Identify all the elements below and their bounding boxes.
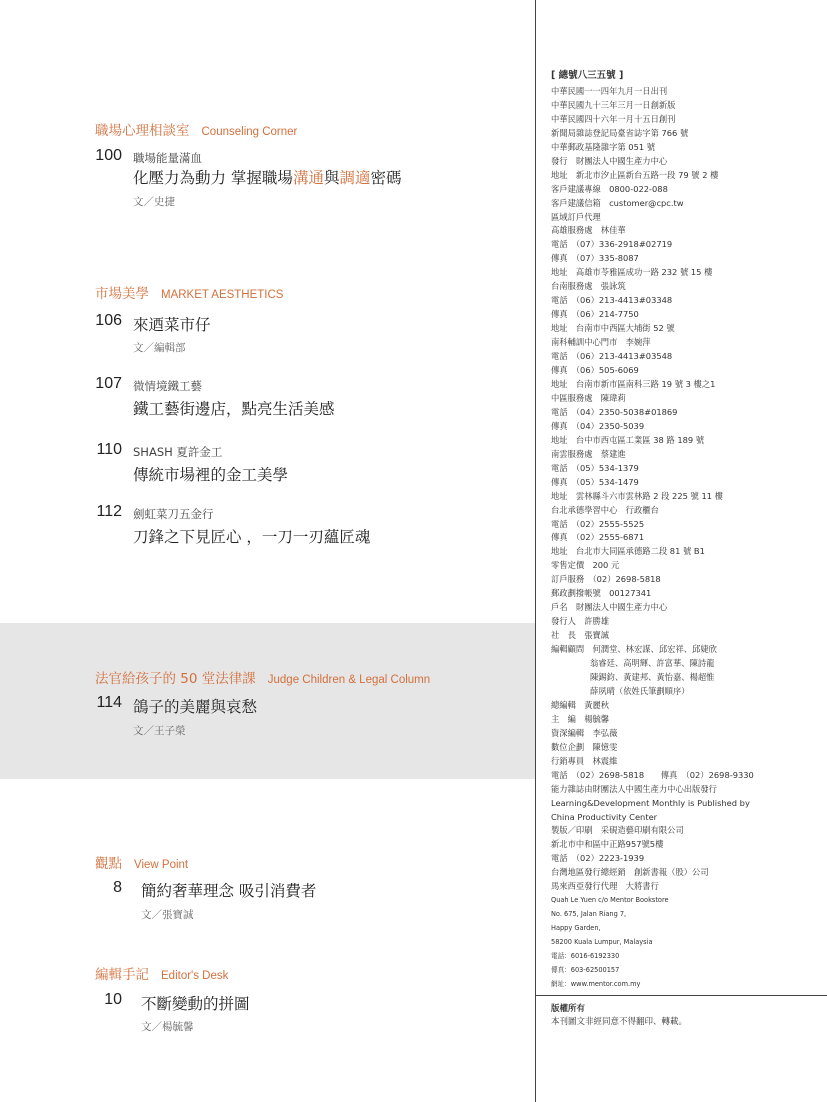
column-divider — [535, 0, 536, 1102]
section-title-en: Editor's Desk — [161, 970, 229, 982]
masthead-line: 電話 （02）2698-5818 傳真 （02）2698-9330 — [551, 769, 754, 780]
masthead-line: 郵政劃撥帳號 00127341 — [551, 588, 652, 599]
masthead-line: 地址 台北市大同區承德路二段 81 號 B1 — [551, 546, 705, 557]
article-title[interactable]: 刀鋒之下見匠心 ，一刀一刃蘊匠魂 — [133, 528, 371, 546]
masthead-line: 電話 （04）2350-5038#01869 — [551, 406, 678, 417]
page-number: 10 — [104, 991, 122, 1008]
article-subtitle: 劍虹菜刀五金行 — [133, 507, 214, 521]
masthead-line: 傳真 （05）534-1479 — [551, 476, 639, 487]
page-number: 107 — [95, 375, 122, 392]
masthead-line: 製版／印刷 采硯造藝印刷有限公司 — [551, 825, 684, 836]
masthead-line: 台南服務處 張詠筑 — [551, 281, 626, 292]
masthead-line: 電話 （06）213-4413#03348 — [551, 295, 673, 306]
masthead-line: 總編輯 黃麗秋 — [551, 699, 610, 710]
masthead-line: 地址 台南市新市區南科三路 19 號 3 樓之1 — [551, 378, 716, 389]
masthead-line: 電話 （06）213-4413#03548 — [551, 351, 673, 362]
masthead-line: 地址 雲林縣斗六市雲林路 2 段 225 號 11 樓 — [551, 490, 723, 501]
masthead-line: 新北市中和區中正路957號5樓 — [551, 839, 664, 850]
masthead-line: 地址 高雄市苓雅區成功一路 232 號 15 樓 — [551, 267, 713, 278]
masthead-line: 發行人 許勝雄 — [551, 616, 610, 627]
masthead-line: 區域訂戶代理 — [551, 211, 601, 222]
masthead-line: 客戶建議專線 0800-022-088 — [551, 183, 668, 194]
masthead-line: 客戶建議信箱 customer@cpc.tw — [551, 197, 684, 208]
masthead-line: 南科輔訓中心門市 李婉萍 — [551, 337, 651, 348]
page-number: 112 — [96, 503, 122, 520]
masthead-line: 行銷專員 林震維 — [551, 755, 618, 766]
legal-section-background — [0, 623, 535, 779]
page-number: 114 — [96, 694, 122, 711]
section-title-en: MARKET AESTHETICS — [161, 289, 284, 301]
section-title-en: Judge Children & Legal Column — [267, 674, 431, 686]
page-number: 106 — [95, 312, 122, 329]
section-title-zh: 市場美學 — [95, 286, 149, 302]
article-subtitle: 職場能量滿血 — [133, 151, 202, 165]
article-title[interactable]: 化壓力為動力 掌握職場溝通與調適密碼 — [133, 169, 402, 187]
masthead-line: China Productivity Center — [551, 811, 658, 822]
masthead-line: 高雄服務處 林佳華 — [551, 225, 626, 236]
section-heading-legal — [95, 667, 430, 687]
masthead-line: 傳真：603-62500157 — [551, 966, 620, 974]
masthead-line: 主 編 楊毓馨 — [551, 713, 610, 724]
masthead-info — [551, 69, 821, 992]
section-heading-market — [95, 282, 283, 302]
masthead-line: 中華郵政基隆雜字第 051 號 — [551, 141, 656, 152]
masthead-line: 資深編輯 李弘薇 — [551, 727, 618, 738]
page-number: 100 — [95, 147, 122, 164]
masthead-line: 訂戶服務 （02）2698-5818 — [551, 574, 661, 585]
masthead-line: 台灣地區發行總經銷 創新書報（股）公司 — [551, 867, 709, 878]
article-title[interactable]: 來迺菜市仔 — [133, 316, 211, 334]
article-author: 文／史捷 — [133, 196, 175, 208]
masthead-line: 傳真 （06）214-7750 — [551, 309, 639, 320]
highlight-word: 調適 — [339, 169, 371, 187]
masthead-line: 發行 財團法人中國生產力中心 — [551, 155, 668, 166]
section-heading-viewpoint — [95, 852, 188, 872]
masthead-line: 數位企劃 陳憶雯 — [551, 741, 618, 752]
issue-number: [ 總號八三五號 ] — [551, 70, 624, 81]
masthead-line: 傳真 （04）2350-5039 — [551, 420, 645, 431]
article-title[interactable]: 不斷變動的拼圖 — [141, 995, 250, 1013]
section-heading-counseling — [95, 119, 297, 139]
masthead-line: 電話 （02）2555-5525 — [551, 518, 645, 529]
article-author: 文／張寶誠 — [141, 909, 194, 921]
masthead-line: 傳真 （07）335-8087 — [551, 253, 639, 264]
masthead-lines — [551, 85, 821, 992]
section-title-zh: 觀點 — [95, 856, 122, 872]
article-title[interactable]: 鐵工藝街邊店，點亮生活美感 — [133, 400, 335, 418]
masthead-line: 電話：6016-6192330 — [551, 952, 620, 961]
masthead-line: 地址 台南市中西區大埔街 52 號 — [551, 323, 675, 334]
masthead-line: 中華民國一一四年九月一日出刊 — [551, 85, 668, 96]
masthead-line: 薛夙晴（依姓氏筆劃順序） — [590, 685, 690, 696]
masthead-line: 能力雜誌由財團法人中國生產力中心出版發行 — [551, 783, 717, 794]
article-title[interactable]: 傳統市場裡的金工美學 — [133, 466, 289, 484]
copyright-text: 本刊圖文非經同意不得翻印、轉載。 — [551, 1017, 688, 1027]
copyright-divider — [535, 995, 827, 996]
masthead-line: 中區服務處 陳瑋莉 — [551, 392, 626, 403]
masthead-line: Happy Garden, — [551, 924, 601, 933]
copyright-block — [551, 1003, 687, 1029]
masthead-line: 傳真 （06）505-6069 — [551, 365, 639, 376]
masthead-line: 地址 台中市西屯區工業區 38 路 189 號 — [551, 434, 705, 445]
masthead-line: 電話 （02）2223-1939 — [551, 853, 645, 864]
masthead-line: 電話 （07）336-2918#02719 — [551, 239, 673, 250]
masthead-line: 網址：www.mentor.com.my — [551, 979, 641, 988]
masthead-line: 台北承德學習中心 行政櫃台 — [551, 504, 659, 515]
article-subtitle: SHASH 夏許金工 — [133, 445, 223, 459]
masthead-line: 南雲服務處 蔡建進 — [551, 448, 626, 459]
masthead-line: Learning&Development Monthly is Published by — [551, 797, 750, 808]
masthead-line: 新聞局雜誌登記局臺省誌字第 766 號 — [551, 127, 689, 138]
masthead-line: 地址 新北市汐止區新台五路一段 79 號 2 樓 — [551, 169, 719, 180]
page-number: 8 — [113, 879, 122, 896]
masthead-line: 58200 Kuala Lumpur, Malaysia — [551, 938, 653, 947]
masthead-line: Quah Le Yuen c/o Mentor Bookstore — [551, 896, 669, 905]
page-number: 110 — [96, 441, 122, 458]
masthead-line: 翁睿廷、高明輝、許富華、陳詩龍 — [590, 658, 715, 669]
article-author: 文／編輯部 — [133, 342, 186, 354]
masthead-line: 中華民國九十三年三月一日創新版 — [551, 99, 676, 110]
masthead-line: No. 675, Jalan Riang 7, — [551, 910, 627, 919]
masthead-line: 馬來西亞發行代理 大將書行 — [551, 881, 659, 892]
article-subtitle: 微情境鐵工藝 — [133, 379, 202, 393]
section-title-zh: 法官給孩子的 50 堂法律課 — [95, 671, 256, 687]
section-title-en: Counseling Corner — [201, 126, 298, 138]
copyright-title: 版權所有 — [551, 1004, 586, 1014]
section-title-en: View Point — [134, 859, 189, 871]
section-title-zh: 編輯手記 — [95, 967, 149, 983]
article-title[interactable]: 簡約奢華理念 吸引消費者 — [141, 882, 317, 900]
masthead-line: 電話 （05）534-1379 — [551, 462, 639, 473]
article-author: 文／楊毓馨 — [141, 1021, 194, 1033]
article-title[interactable]: 鴿子的美麗與哀愁 — [133, 698, 258, 716]
masthead-line: 陳錫鈞、黃建邦、黃怡嘉、楊超惟 — [590, 671, 715, 682]
masthead-line: 編輯顧問 何潤堂、林宏謀、邱宏祥、邱婕欣 — [551, 644, 717, 655]
article-author: 文／王子榮 — [133, 725, 186, 737]
masthead-line: 戶名 財團法人中國生產力中心 — [551, 602, 668, 613]
masthead-line: 社 長 張寶誠 — [551, 630, 610, 641]
masthead-line: 零售定價 200 元 — [551, 560, 620, 571]
masthead-line: 傳真 （02）2555-6871 — [551, 532, 645, 543]
masthead-line: 中華民國四十六年一月十五日創刊 — [551, 113, 676, 124]
highlight-word: 溝通 — [292, 169, 324, 187]
section-title-zh: 職場心理相談室 — [95, 123, 190, 139]
section-heading-editor — [95, 963, 228, 983]
